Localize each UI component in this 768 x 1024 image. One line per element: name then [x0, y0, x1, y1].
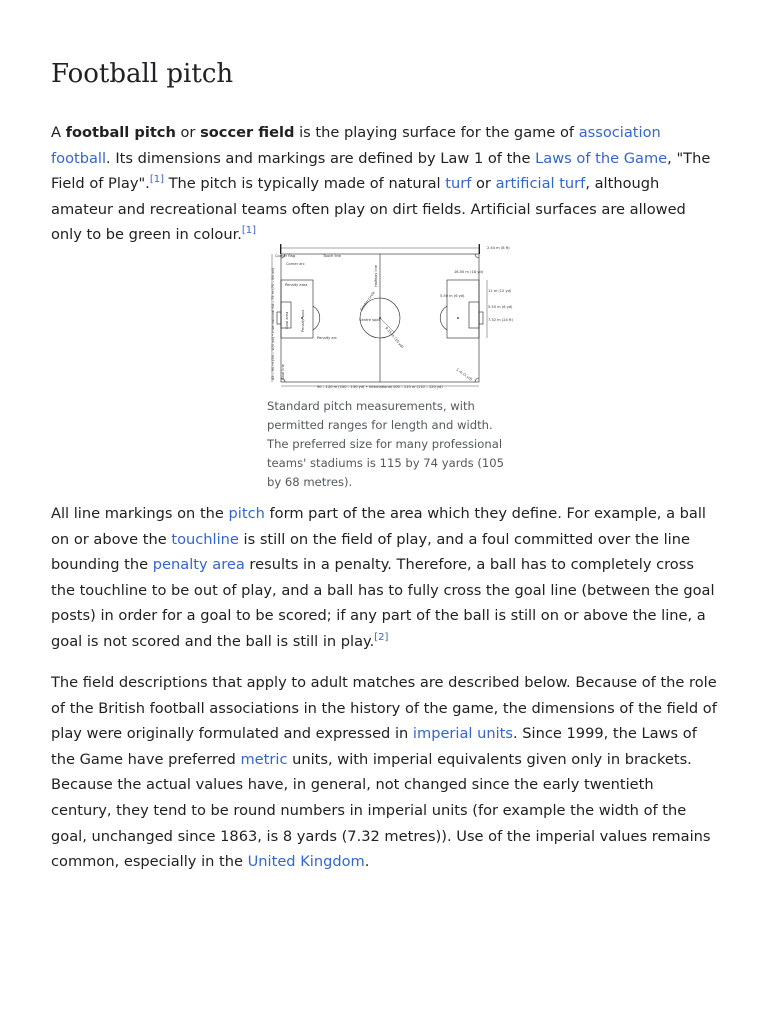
left-goal	[277, 312, 281, 324]
reference-link[interactable]: [2]	[374, 632, 389, 644]
label-width: 45 – 90 m (50 – 100 yd) • International 64 – 75 m (70 – 80 yd)	[271, 268, 275, 380]
units-paragraph	[51, 670, 717, 875]
label-5-50m-b: 5.50 m (6 yd)	[488, 305, 513, 309]
text: is the playing surface for the game of	[294, 124, 579, 141]
label-goal-line: Goal line	[281, 364, 285, 380]
text: .	[364, 853, 370, 871]
label-length: 90 – 120 m (100 – 130 yd) • International 100 – 110 m (110 – 120 yd)	[317, 384, 443, 389]
markings-paragraph	[51, 501, 717, 655]
label-goal-area: Goal area	[285, 311, 289, 329]
label-9-15m: 9.15 m (10 yd)	[384, 326, 405, 350]
left-penalty-arc	[313, 306, 320, 330]
label-11m: 11 m (12 yd)	[488, 289, 512, 293]
link-penalty-area[interactable]: penalty area	[152, 556, 245, 574]
text: A	[51, 124, 66, 141]
link-imperial-units[interactable]: imperial units	[412, 725, 514, 743]
text: , "The Field of Play".	[51, 149, 711, 193]
link-association-football[interactable]: association football	[51, 124, 661, 167]
text: units, with imperial equivalents given only in brackets. Because the actual values have, in general, not changed since the early twentieth century, they tend to be round numbers in imperial units (for example the width of the goal, unchanged since 1863, is 8 yards (7.32 metres)). Use of the imperial values remains common, especially in the	[51, 750, 711, 871]
corner-flag-icon	[280, 244, 281, 254]
right-penalty-spot	[457, 317, 459, 319]
text: or	[175, 124, 201, 141]
right-penalty-area	[447, 280, 479, 338]
label-penalty-arc: Penalty arc	[317, 336, 337, 340]
link-artificial-turf[interactable]: artificial turf	[495, 175, 586, 193]
corner-arc	[475, 254, 479, 258]
label-penalty-area: Penalty area	[285, 283, 308, 287]
bold-term: soccer field	[200, 124, 295, 141]
intro-paragraph	[51, 120, 717, 248]
figure-caption: Standard pitch measurements, with permitted ranges for length and width. The preferred size for many professional teams' stadiums is 115 by 74 yards (105 by 68 metres).	[267, 399, 504, 489]
text: form part of the area which they define. For example, a ball on or above the	[51, 505, 706, 548]
text: . Since 1999, the Laws of the Game have preferred	[51, 725, 697, 768]
text: The field descriptions that apply to adult matches are described below. Because of the role of the British football associations in the history of the game, the dimensions of the field of play were originally formulated and expressed in	[51, 674, 717, 743]
pitch-diagram-figure[interactable]	[265, 240, 513, 390]
text: , although amateur and recreational teams often play on dirt fields. Artificial surfaces are allowed only to be green in colour.	[51, 175, 686, 244]
label-5-50m: 5.50 m (6 yd)	[440, 294, 465, 298]
text: The pitch is typically made of natural	[164, 175, 446, 193]
link-turf[interactable]: turf	[445, 175, 472, 193]
label-halfway-line: Halfway line	[374, 264, 378, 287]
label-touch-line: Touch line	[323, 254, 341, 258]
reference-link[interactable]: [1]	[149, 174, 164, 186]
right-goal	[479, 312, 483, 324]
label-penalty-spot: Penalty spot	[301, 309, 305, 332]
link-united-kingdom[interactable]: United Kingdom	[247, 853, 365, 871]
link-pitch[interactable]: pitch	[228, 505, 265, 522]
label-2-44m: 2.44 m (8 ft)	[487, 246, 510, 250]
pitch-diagram	[265, 240, 513, 390]
label-centre-spot: Centre spot	[359, 318, 380, 322]
text: is still on the field of play, and a foul committed over the line bounding the	[51, 530, 690, 574]
reference-link[interactable]: [1]	[241, 225, 257, 237]
label-centre-circle: Centre circle	[359, 290, 376, 312]
right-goal-area	[469, 302, 479, 328]
page-title: Football pitch	[51, 59, 234, 89]
corner-arc	[475, 378, 479, 382]
corner-flag-icon	[479, 244, 480, 254]
link-touchline[interactable]: touchline	[171, 530, 239, 548]
link-metric[interactable]: metric	[240, 750, 288, 768]
text: . Its dimensions and markings are defined by Law 1 of the	[106, 149, 536, 167]
right-penalty-arc	[440, 306, 447, 330]
text: or	[471, 175, 496, 193]
text: All line markings on the	[51, 505, 229, 522]
label-16-50m: 16.50 m (18 yd)	[454, 270, 484, 274]
text: results in a penalty. Therefore, a ball has to completely cross the touchline to be out of play, and a ball has to fully cross the goal line (between the goal posts) in order for a goal to be scored; if any part of the ball is still on or above the line, a goal is not scored and the ball is still in play.	[51, 556, 715, 650]
bold-term: football pitch	[65, 124, 176, 141]
label-corner-flag: Corner flag	[275, 254, 295, 258]
link-laws-of-the-game[interactable]: Laws of the Game	[535, 149, 668, 167]
label-1m: 1 m (1 yd)	[455, 367, 474, 382]
label-corner-arc: Corner arc	[286, 262, 305, 266]
label-7-32m: 7.32 m (24 ft)	[488, 318, 513, 322]
